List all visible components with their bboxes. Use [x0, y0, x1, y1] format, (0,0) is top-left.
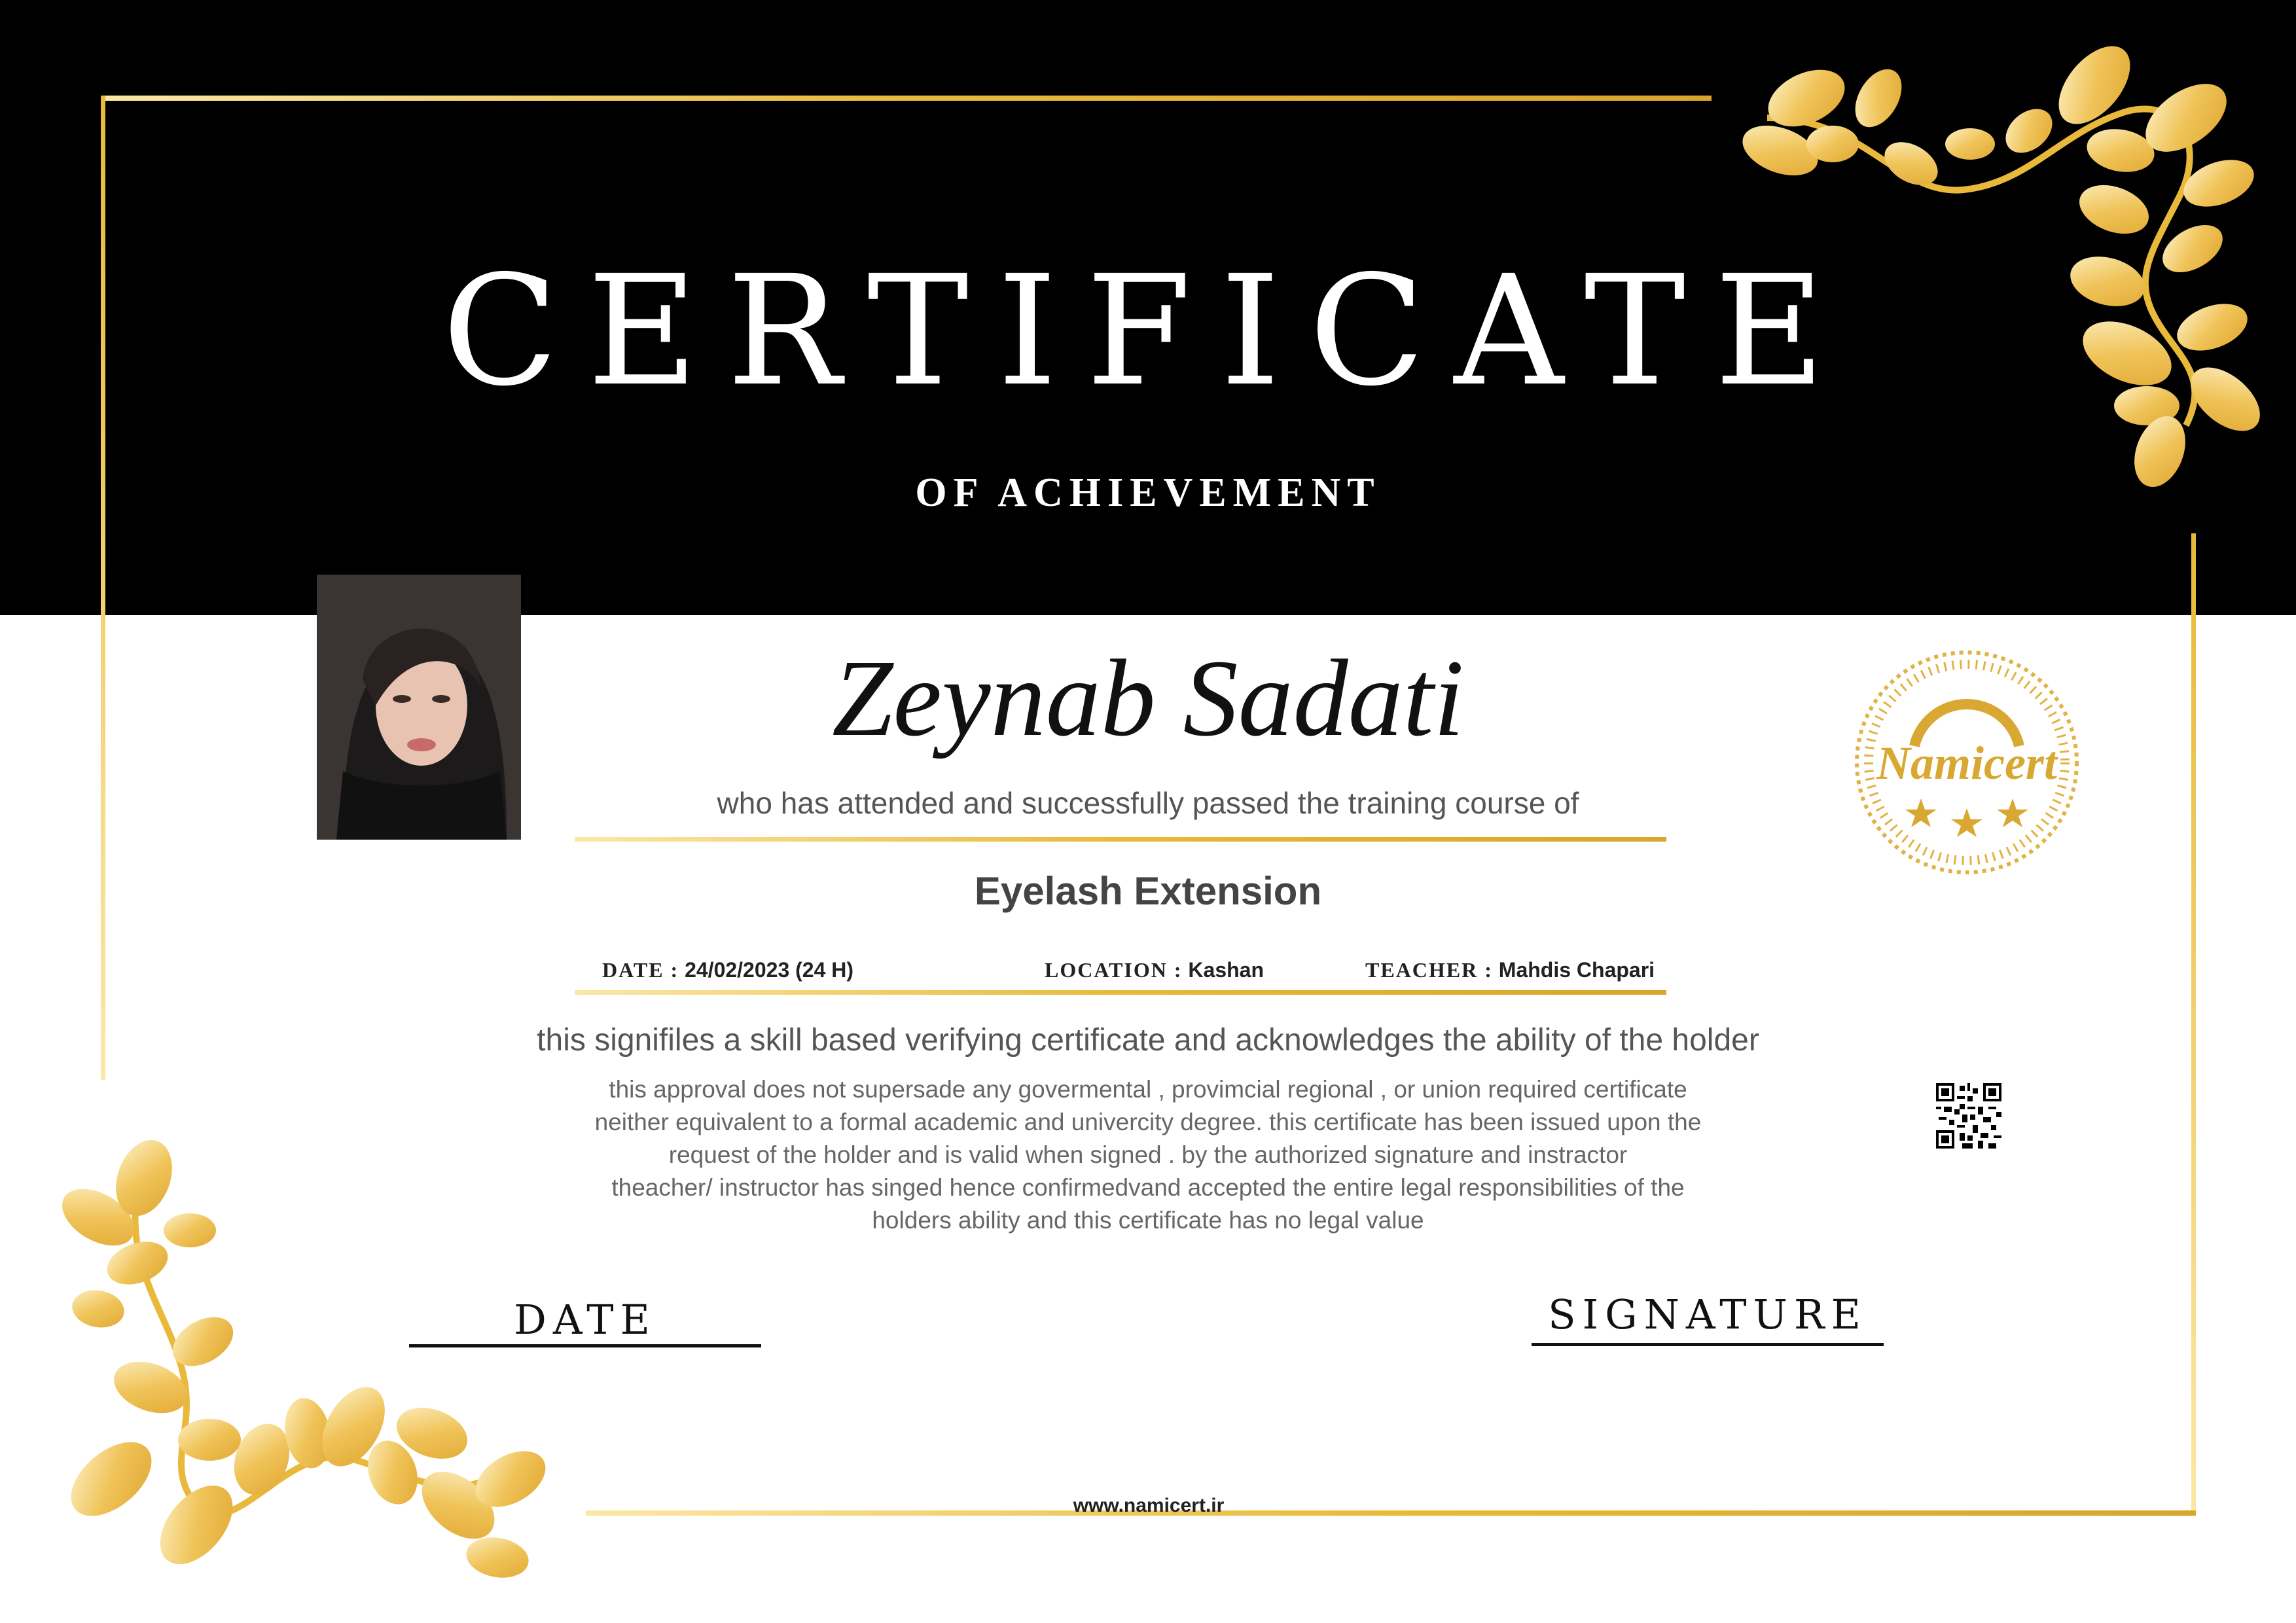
- divider-under-details: [575, 990, 1666, 995]
- disclaimer-line: holders ability and this certificate has no legal value: [872, 1207, 1424, 1234]
- disclaimer-line: theacher/ instructor has singed hence confirmedvand accepted the entire legal responsibilities of the: [611, 1174, 1685, 1201]
- location-detail-label: LOCATION :: [1045, 958, 1183, 982]
- signature-field-label: SIGNATURE: [1548, 1291, 1867, 1338]
- detail-date: [602, 958, 853, 982]
- teacher-detail-label: TEACHER :: [1365, 958, 1493, 982]
- certificate-statement: this signifiles a skill based verifying certificate and acknowledges the ability of the holder: [537, 1023, 1759, 1058]
- holder-name: Zeynab Sadati: [832, 637, 1464, 759]
- qr-code-icon: [1936, 1083, 2001, 1149]
- frame-top: [101, 96, 1712, 101]
- course-name: Eyelash Extension: [974, 869, 1322, 913]
- disclaimer-line: request of the holder and is valid when signed . by the authorized signature and instractor: [668, 1141, 1628, 1168]
- date-detail-value: 24/02/2023 (24 H): [685, 958, 854, 982]
- frame-left: [101, 96, 105, 1080]
- divider-under-attended: [575, 837, 1666, 842]
- date-detail-label: DATE :: [602, 958, 679, 982]
- website-url: www.namicert.ir: [1073, 1495, 1225, 1516]
- certificate-title: CERTIFICATE: [442, 243, 1854, 419]
- location-detail-value: Kashan: [1188, 958, 1265, 982]
- detail-location: [1045, 958, 1264, 982]
- seal-brand: Namicert: [1876, 737, 2057, 789]
- namicert-seal-icon: [1852, 648, 2081, 877]
- gold-leaves-bottom-left-icon: [52, 1132, 555, 1582]
- signature-line: [1532, 1343, 1884, 1346]
- detail-teacher: [1365, 958, 1655, 982]
- date-line: [409, 1344, 761, 1347]
- certificate-disclaimer: [497, 1073, 1799, 1237]
- disclaimer-line: this approval does not supersade any govermental , provimcial regional , or union required certificate: [609, 1076, 1687, 1103]
- certificate-subtitle: OF ACHIEVEMENT: [915, 471, 1381, 515]
- teacher-detail-value: Mahdis Chapari: [1498, 958, 1655, 982]
- attended-text: who has attended and successfully passed the training course of: [717, 786, 1579, 820]
- date-field-label: DATE: [514, 1296, 656, 1344]
- frame-right: [2191, 533, 2196, 1515]
- disclaimer-line: neither equivalent to a formal academic and univercity degree. this certificate has been issued upon the: [594, 1109, 1702, 1135]
- holder-photo: [317, 575, 521, 840]
- frame-bottom: [586, 1510, 2196, 1516]
